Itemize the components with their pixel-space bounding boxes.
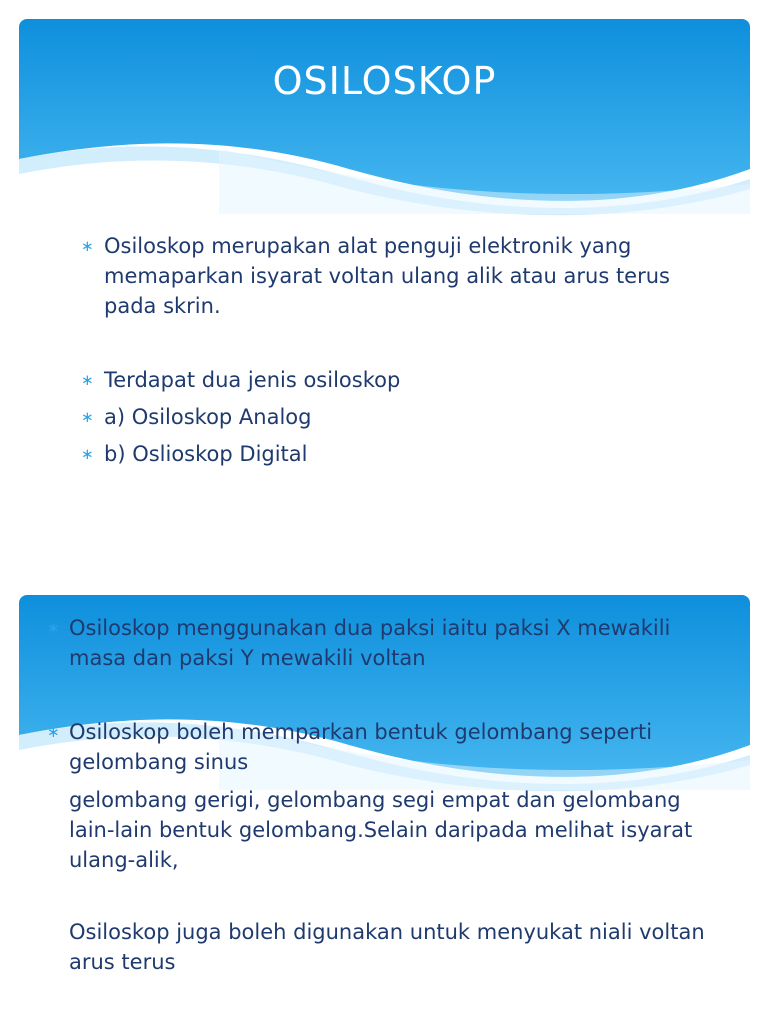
- paragraph: [69, 785, 729, 875]
- list-item-text: b) Oslioskop Digital: [104, 442, 308, 466]
- slide-title: OSILOSKOP: [272, 59, 497, 103]
- bullet-star-icon: ∗: [81, 237, 94, 255]
- list-item: [81, 402, 704, 432]
- bullet-star-icon: ∗: [81, 445, 94, 463]
- paragraph-text: Osiloskop juga boleh digunakan untuk menyukat niali voltan arus terus: [69, 920, 705, 974]
- bullet-star-icon: ∗: [47, 619, 60, 637]
- bullet-list: [47, 613, 729, 977]
- list-item: [47, 717, 729, 777]
- list-item-text: Osiloskop menggunakan dua paksi iaitu paksi X mewakili masa dan paksi Y mewakili voltan: [69, 616, 671, 670]
- paragraph-text: gelombang gerigi, gelombang segi empat dan gelombang lain-lain bentuk gelombang.Selain daripada melihat isyarat ulang-alik,: [69, 788, 693, 872]
- bullet-list: [81, 231, 704, 469]
- header-wave-background: [19, 19, 750, 219]
- slide-1: [19, 19, 750, 561]
- list-item: [81, 231, 704, 321]
- list-item: [81, 365, 704, 395]
- bullet-star-icon: ∗: [81, 408, 94, 426]
- list-item: [47, 613, 729, 673]
- paragraph: [69, 917, 729, 977]
- list-item-text: Osiloskop merupakan alat penguji elektronik yang memaparkan isyarat voltan ulang alik atau arus terus pada skrin.: [104, 234, 670, 318]
- slide-2: [19, 595, 750, 1015]
- bullet-star-icon: ∗: [47, 723, 60, 741]
- list-item-text: Osiloskop boleh memparkan bentuk gelombang seperti gelombang sinus: [69, 720, 653, 774]
- list-item-text: Terdapat dua jenis osiloskop: [104, 368, 401, 392]
- list-item-text: a) Osiloskop Analog: [104, 405, 312, 429]
- list-item: [81, 439, 704, 469]
- bullet-star-icon: ∗: [81, 371, 94, 389]
